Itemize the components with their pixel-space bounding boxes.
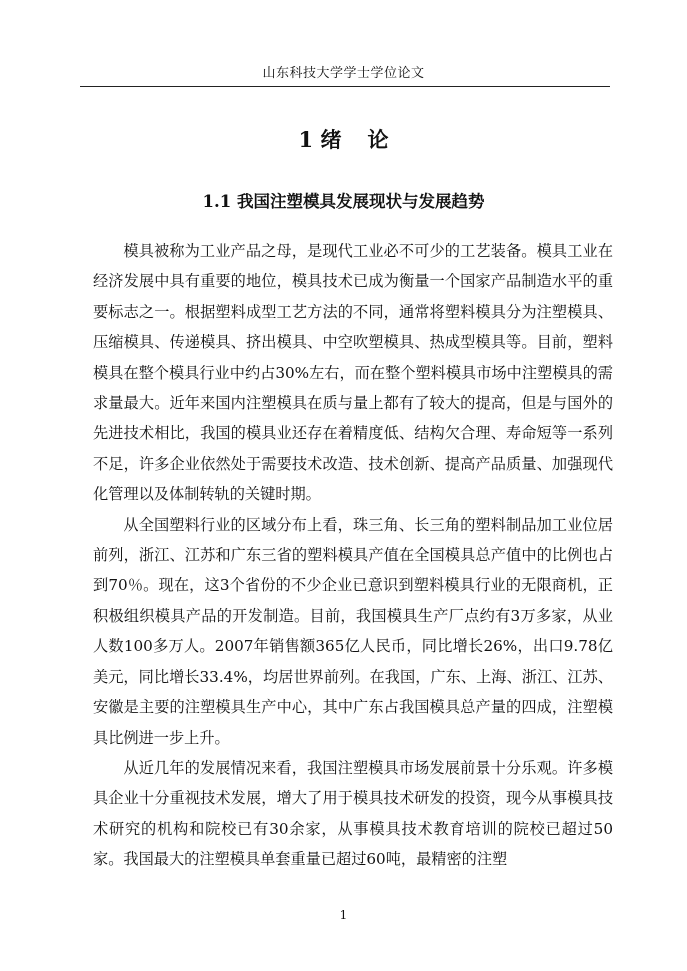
- running-header: 山东科技大学学士学位论文: [262, 66, 425, 81]
- page-number: 1: [339, 908, 348, 922]
- chapter-number: 1: [298, 127, 314, 152]
- paragraph: 从近几年的发展情况来看，我国注塑模具市场发展前景十分乐观。许多模具企业十分重视技术发展，增大了用于模具技术研发的投资，现今从事模具技术研究的机构和院校已有30余家，从事模具技术教育培训的院校已超过50家。我国最大的注塑模具单套重量已超过60吨，最精密的注塑: [93, 758, 613, 869]
- body-text: [93, 236, 613, 875]
- chapter-title: [0, 124, 687, 154]
- header-divider: [80, 86, 610, 87]
- chapter-title-part1: 绪: [320, 127, 342, 152]
- paragraph: 模具被称为工业产品之母，是现代工业必不可少的工艺装备。模具工业在经济发展中具有重要的地位，模具技术已成为衡量一个国家产品制造水平的重要标志之一。根据塑料成型工艺方法的不同，通常将塑料模具分为注塑模具、压缩模具、传递模具、挤出模具、中空吹塑模具、热成型模具等。目前，塑料模具在整个模具行业中约占30%左右，而在整个塑料模具市场中注塑模具的需求量最大。近年来国内注塑模具在质与量上都有了较大的提高，但是与国外的先进技术相比，我国的模具业还存在着精度低、结构欠合理、寿命短等一系列不足，许多企业依然处于需要技术改造、技术创新、提高产品质量、加强现代化管理以及体制转轨的关键时期。: [93, 242, 613, 504]
- paragraph: 从全国塑料行业的区域分布上看，珠三角、长三角的塑料制品加工业位居前列，浙江、江苏和广东三省的塑料模具产值在全国模具总产值中的比例也占到70％。现在，这3个省份的不少企业已意识到塑料模具行业的无限商机，正积极组织模具产品的开发制造。目前，我国模具生产厂点约有3万多家，从业人数100多万人。2007年销售额365亿人民币，同比增长26%，出口9.78亿美元，同比增长33.4%，均居世界前列。在我国，广东、上海、浙江、江苏、安徽是主要的注塑模具生产中心，其中广东占我国模具总产量的四成，注塑模具比例进一步上升。: [93, 515, 613, 747]
- chapter-title-part2: 论: [367, 127, 389, 152]
- section-title: 1.1 我国注塑模具发展现状与发展趋势: [202, 192, 485, 211]
